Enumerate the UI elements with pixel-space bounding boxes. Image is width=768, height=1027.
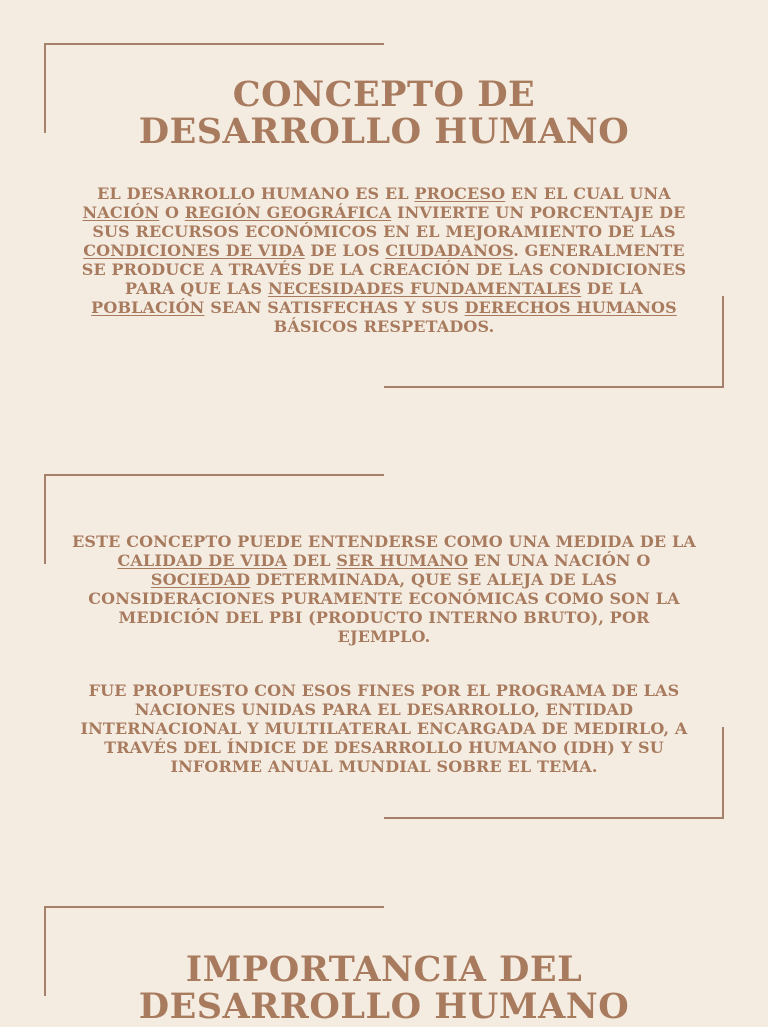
frame-right-line-2	[722, 727, 724, 819]
link-ser-humano[interactable]: SER HUMANO	[336, 551, 469, 570]
link-sociedad[interactable]: SOCIEDAD	[150, 570, 251, 589]
text-fragment: DE LOS	[304, 241, 386, 260]
frame-bottom-line-1	[384, 386, 724, 388]
title-line: CONCEPTO DE	[232, 74, 536, 115]
frame-right-line-1	[722, 296, 724, 388]
text-fragment: ESTE CONCEPTO PUEDE ENTENDERSE COMO UNA MEDIDA DE LA	[72, 532, 696, 551]
link-proceso[interactable]: PROCESO	[414, 184, 506, 203]
frame-bottom-line-2	[384, 817, 724, 819]
link-condiciones-de-vida[interactable]: CONDICIONES DE VIDA	[83, 241, 305, 260]
section-title-concepto	[0, 76, 768, 150]
link-region-geografica[interactable]: REGIÓN GEOGRÁFICA	[184, 203, 392, 222]
text-fragment: BÁSICOS RESPETADOS.	[273, 317, 495, 336]
link-calidad-de-vida[interactable]: CALIDAD DE VIDA	[117, 551, 288, 570]
text-fragment: DE LA	[581, 279, 643, 298]
text-fragment: INVIERTE UN PORCENTAJE DE SUS RECURSOS ECONÓMICOS EN EL MEJORAMIENTO DE LAS	[92, 203, 686, 241]
paragraph-calidad-de-vida	[70, 532, 698, 646]
text-fragment: . GENERALMENTE SE PRODUCE A TRAVÉS DE LA CREACIÓN DE LAS CONDICIONES PARA QUE LAS	[81, 241, 687, 298]
title-line: DESARROLLO HUMANO	[138, 986, 630, 1027]
link-nacion[interactable]: NACIÓN	[82, 203, 160, 222]
text-fragment: EN EL CUAL UNA	[505, 184, 671, 203]
title-line: IMPORTANCIA DEL	[185, 949, 583, 990]
text-fragment: SEAN SATISFECHAS Y SUS	[204, 298, 465, 317]
frame-top-line-1	[44, 43, 384, 45]
paragraph-definicion	[70, 184, 698, 336]
section-title-importancia	[0, 951, 768, 1025]
title-line: DESARROLLO HUMANO	[138, 111, 630, 152]
text-fragment: DETERMINADA, QUE SE ALEJA DE LAS CONSIDERACIONES PURAMENTE ECONÓMICAS COMO SON LA MEDICIÓN DEL PBI (PRODUCTO INTERNO BRUTO), POR EJEMPLO.	[88, 570, 680, 646]
frame-top-line-3	[44, 906, 384, 908]
link-poblacion[interactable]: POBLACIÓN	[91, 298, 205, 317]
frame-left-line-2	[44, 474, 46, 564]
link-ciudadanos[interactable]: CIUDADANOS	[385, 241, 514, 260]
text-fragment: EN UNA NACIÓN O	[468, 551, 651, 570]
link-necesidades-fundamentales[interactable]: NECESIDADES FUNDAMENTALES	[267, 279, 582, 298]
paragraph-pnud: FUE PROPUESTO CON ESOS FINES POR EL PROGRAMA DE LAS NACIONES UNIDAS PARA EL DESARROLLO, ENTIDAD INTERNACIONAL Y MULTILATERAL ENCARGADA DE MEDIRLO, A TRAVÉS DEL ÍNDICE DE DESARROLLO HUMANO (IDH) Y SU INFORME ANUAL MUNDIAL SOBRE EL TEMA.	[80, 681, 688, 776]
link-derechos-humanos[interactable]: DERECHOS HUMANOS	[464, 298, 677, 317]
frame-top-line-2	[44, 474, 384, 476]
text-fragment: EL DESARROLLO HUMANO ES EL	[97, 184, 415, 203]
text-fragment: O	[159, 203, 185, 222]
text-fragment: DEL	[287, 551, 337, 570]
